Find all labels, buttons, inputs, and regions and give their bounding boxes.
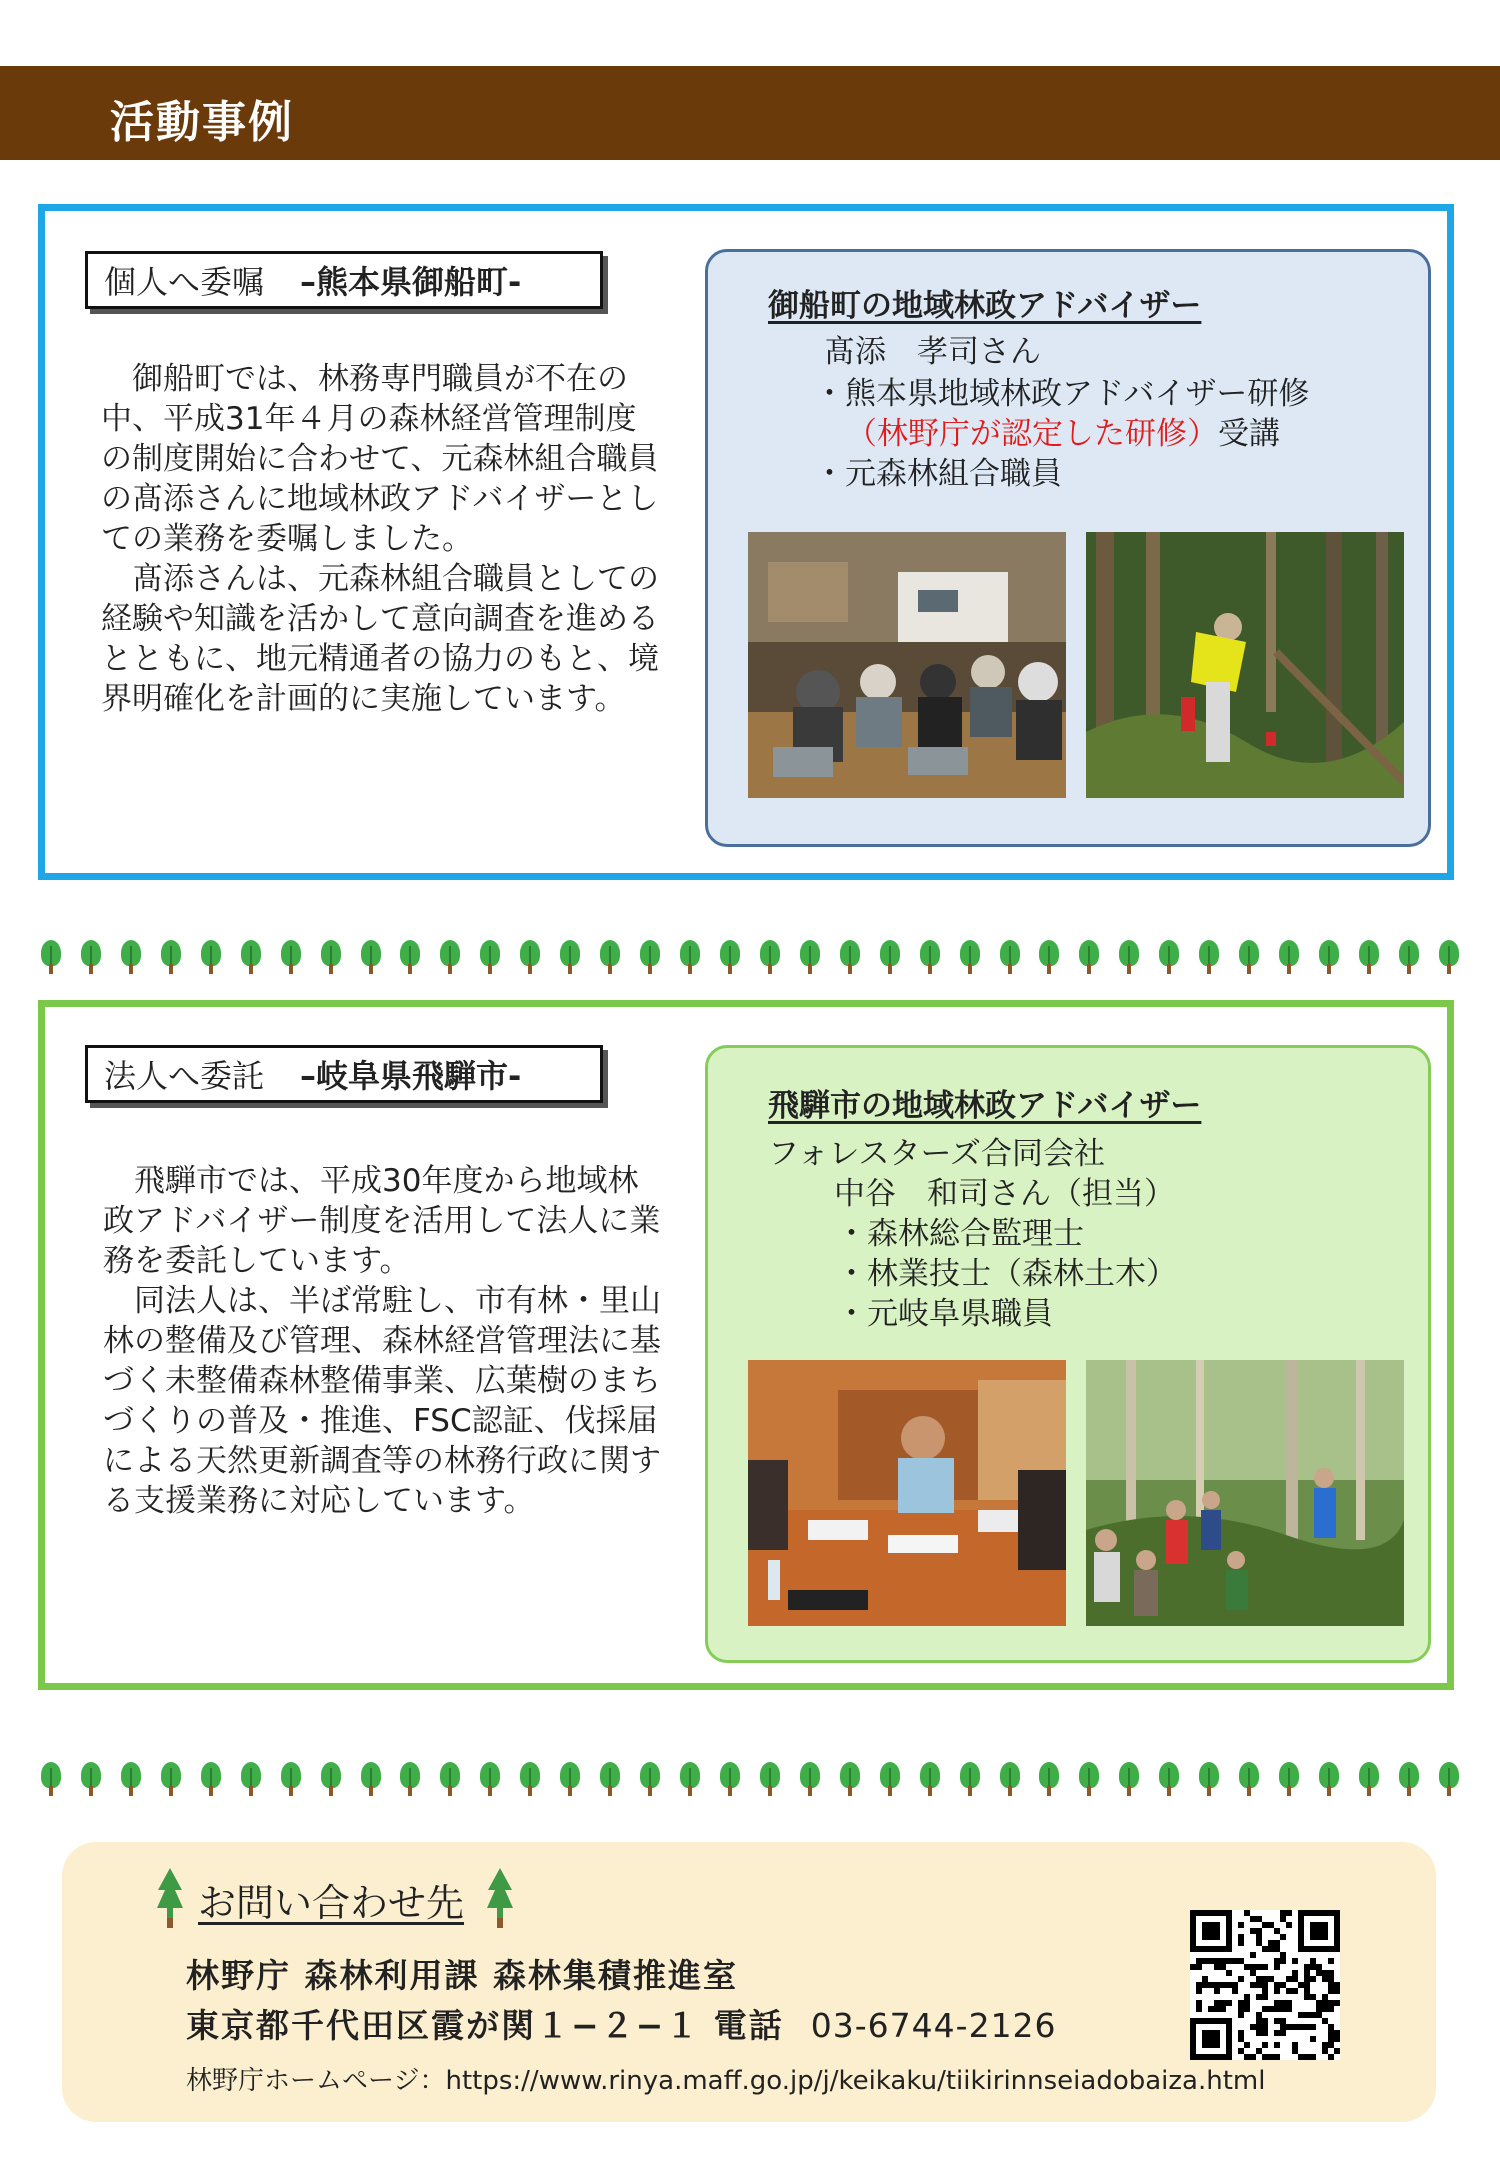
advisor-panel	[705, 1045, 1431, 1663]
tree-icon	[839, 940, 861, 974]
tree-icon	[1198, 940, 1220, 974]
tree-icon	[1358, 1762, 1380, 1796]
advisor-bullet-cont	[846, 414, 1280, 454]
homepage-link[interactable]: https://www.rinya.maff.go.jp/j/keikaku/tiikirinnseiadobaiza.html	[445, 2066, 1266, 2096]
tree-icon	[280, 940, 302, 974]
contact-address	[186, 2000, 1057, 2047]
case-tag	[85, 1045, 603, 1103]
tree-icon	[879, 1762, 901, 1796]
tree-icon	[1318, 940, 1340, 974]
case-tag-type: 法人へ委託	[104, 1057, 265, 1095]
tree-icon	[1438, 940, 1460, 974]
meeting-photo	[748, 532, 1066, 798]
advisor-bullet: ・熊本県地域林政アドバイザー研修	[814, 376, 1310, 412]
case-tag-type: 個人へ委嘱	[104, 263, 265, 301]
page-title: 活動事例	[110, 97, 294, 148]
tree-icon	[280, 1762, 302, 1796]
tree-icon	[759, 1762, 781, 1796]
tree-icon	[559, 1762, 581, 1796]
tree-icon	[486, 1868, 514, 1930]
tree-icon	[240, 940, 262, 974]
tree-icon	[360, 1762, 382, 1796]
tree-icon	[879, 940, 901, 974]
tree-icon	[719, 1762, 741, 1796]
advisor-name: 中谷 和司さん（担当）	[834, 1176, 1175, 1212]
case-description	[103, 1161, 663, 1521]
tree-icon	[120, 940, 142, 974]
tree-icon	[360, 940, 382, 974]
tree-icon	[320, 940, 342, 974]
tree-icon	[160, 1762, 182, 1796]
tree-icon	[799, 940, 821, 974]
tree-icon	[156, 1868, 184, 1930]
tree-icon	[759, 940, 781, 974]
tree-icon	[1438, 1762, 1460, 1796]
tree-icon	[40, 940, 62, 974]
tree-icon	[559, 940, 581, 974]
forest-survey-photo	[1086, 532, 1404, 798]
advisor-bullet: ・森林総合監理士	[836, 1216, 1084, 1252]
tree-icon	[999, 1762, 1021, 1796]
tree-icon	[1198, 1762, 1220, 1796]
contact-org: 林野庁 森林利用課 森林集積推進室	[186, 1956, 738, 1995]
qr-code[interactable]	[1190, 1910, 1340, 2060]
case-section-mifune	[38, 204, 1454, 880]
tree-icon	[1238, 940, 1260, 974]
tree-icon	[1318, 1762, 1340, 1796]
tree-icon	[599, 1762, 621, 1796]
tree-icon	[160, 940, 182, 974]
tree-icon	[399, 940, 421, 974]
tree-icon	[320, 1762, 342, 1796]
tree-icon	[919, 1762, 941, 1796]
tree-icon	[479, 940, 501, 974]
tree-icon	[599, 940, 621, 974]
paragraph: 同法人は、半ば常駐し、市有林・里山林の整備及び管理、森林経営管理法に基づく未整備森林整備事業、広葉樹のまちづくりの普及・推進、FSC認証、伐採届による天然更新調査等の林務行政に関する支援業務に対応しています。	[103, 1283, 661, 1519]
tree-icon	[639, 1762, 661, 1796]
tree-icon	[240, 1762, 262, 1796]
case-tag-place: –岐阜県飛騨市-	[300, 1057, 522, 1095]
tree-icon	[679, 940, 701, 974]
panel-title: 飛騨市の地域林政アドバイザー	[768, 1088, 1202, 1124]
tree-icon	[999, 940, 1021, 974]
tree-icon	[1038, 940, 1060, 974]
tree-icon	[479, 1762, 501, 1796]
tree-icon	[1238, 1762, 1260, 1796]
advisor-company: フォレスターズ合同会社	[768, 1136, 1105, 1172]
tree-icon	[1078, 940, 1100, 974]
bullet-suffix: 受講	[1218, 416, 1280, 452]
tree-divider	[40, 1762, 1460, 1796]
tree-icon	[1158, 940, 1180, 974]
tree-icon	[439, 940, 461, 974]
tree-icon	[439, 1762, 461, 1796]
tree-icon	[1158, 1762, 1180, 1796]
contact-box	[62, 1842, 1436, 2122]
tree-icon	[719, 940, 741, 974]
advisor-bullet: ・林業技士（森林土木）	[836, 1256, 1177, 1292]
tree-icon	[519, 940, 541, 974]
paragraph: 御船町では、林務専門職員が不在の中、平成31年４月の森林経営管理制度の制度開始に合わせて、元森林組合職員の髙添さんに地域林政アドバイザーとしての業務を委嘱しました。	[101, 361, 659, 557]
tree-divider	[40, 940, 1460, 974]
tree-icon	[839, 1762, 861, 1796]
tree-icon	[1078, 1762, 1100, 1796]
tree-icon	[80, 1762, 102, 1796]
office-meeting-photo	[748, 1360, 1066, 1626]
advisor-name: 髙添 孝司さん	[824, 334, 1041, 370]
tree-icon	[40, 1762, 62, 1796]
tree-icon	[959, 1762, 981, 1796]
tree-icon	[639, 940, 661, 974]
contact-title: お問い合わせ先	[198, 1881, 465, 1925]
advisor-panel	[705, 249, 1431, 847]
tree-icon	[80, 940, 102, 974]
case-tag-place: –熊本県御船町-	[300, 263, 522, 301]
advisor-bullet: ・元森林組合職員	[814, 456, 1062, 492]
paragraph: 飛騨市では、平成30年度から地域林政アドバイザー制度を活用して法人に業務を委託しています。	[103, 1163, 661, 1279]
tree-icon	[1358, 940, 1380, 974]
tree-icon	[1278, 1762, 1300, 1796]
case-section-hida	[38, 1000, 1454, 1690]
advisor-bullet: ・元岐阜県職員	[836, 1296, 1053, 1332]
tree-icon	[1278, 940, 1300, 974]
tree-icon	[679, 1762, 701, 1796]
phone-number: 03-6744-2126	[810, 2006, 1057, 2045]
certified-note: （林野庁が認定した研修）	[846, 416, 1218, 452]
tree-icon	[919, 940, 941, 974]
tree-icon	[1398, 1762, 1420, 1796]
address-text: 東京都千代田区霞が関１−２−１ 電話	[186, 2006, 784, 2045]
tree-icon	[519, 1762, 541, 1796]
tree-icon	[1118, 940, 1140, 974]
homepage-label: 林野庁ホームページ：	[186, 2066, 446, 2096]
tree-icon	[200, 1762, 222, 1796]
tree-icon	[399, 1762, 421, 1796]
tree-icon	[200, 940, 222, 974]
tree-icon	[1398, 940, 1420, 974]
tree-icon	[799, 1762, 821, 1796]
case-tag	[85, 251, 603, 309]
forest-group-photo	[1086, 1360, 1404, 1626]
homepage-line	[186, 2060, 1265, 2097]
tree-icon	[1038, 1762, 1060, 1796]
panel-title: 御船町の地域林政アドバイザー	[768, 288, 1202, 324]
paragraph: 髙添さんは、元森林組合職員としての経験や知識を活かして意向調査を進めるとともに、地元精通者の協力のもと、境界明確化を計画的に実施しています。	[101, 561, 659, 717]
case-description	[101, 359, 661, 719]
tree-icon	[959, 940, 981, 974]
tree-icon	[1118, 1762, 1140, 1796]
tree-icon	[120, 1762, 142, 1796]
